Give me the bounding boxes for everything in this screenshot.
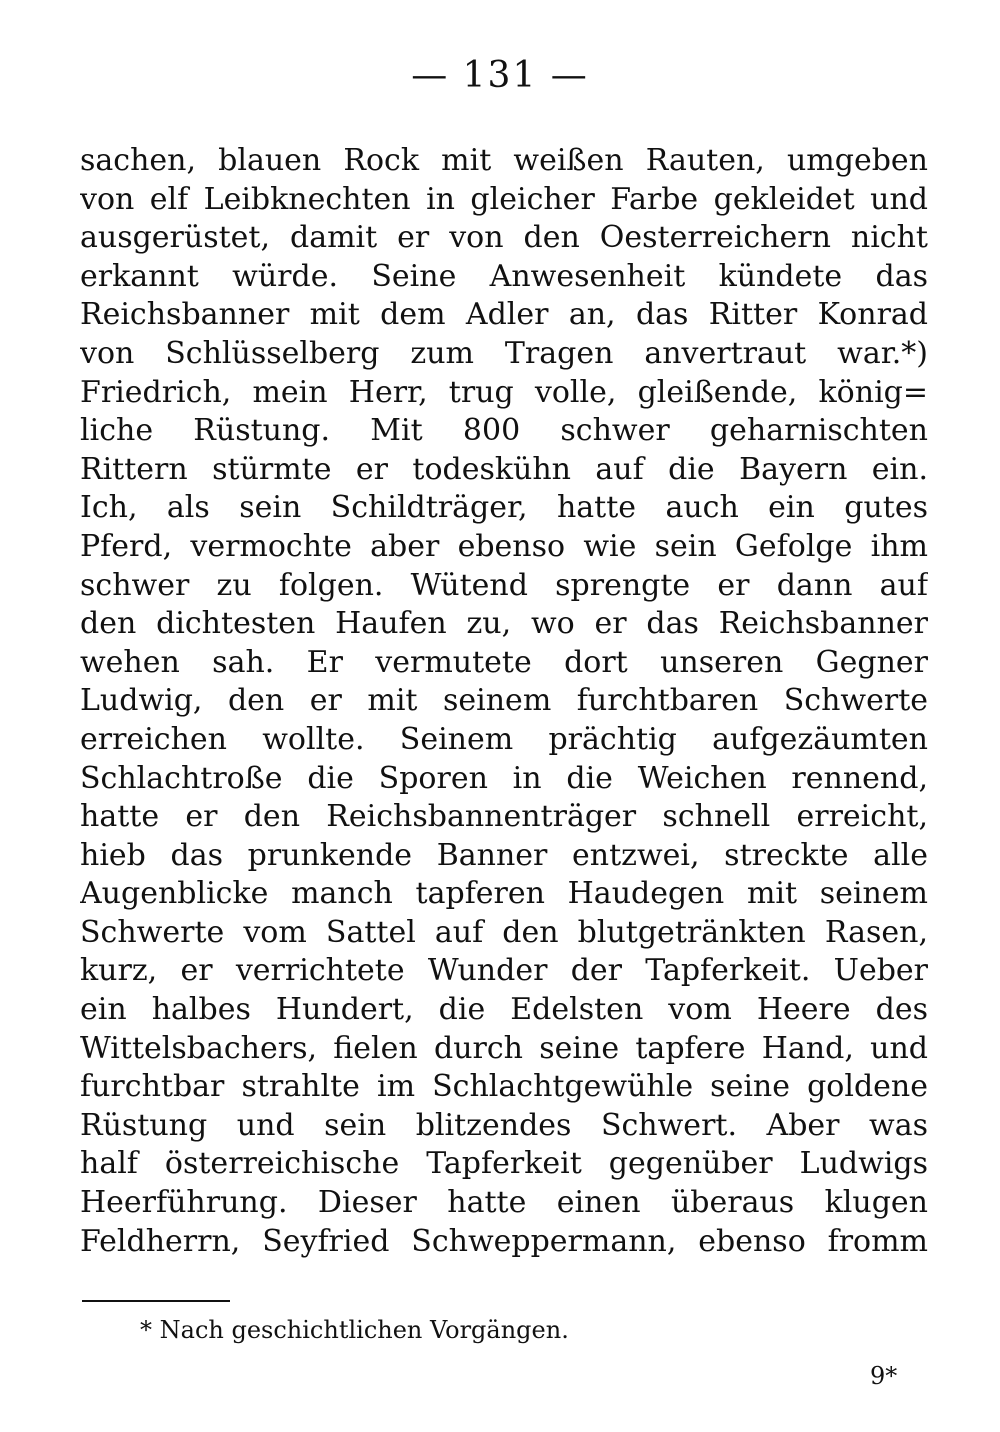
footnote-divider bbox=[82, 1300, 230, 1302]
text-line: ein halbes Hundert, die Edelsten vom Heere des bbox=[80, 992, 928, 1028]
text-line: wehen sah. Er vermutete dort unseren Gegner bbox=[80, 644, 928, 680]
text-line: Ich, als sein Schildträger, hatte auch ein gutes bbox=[80, 490, 928, 526]
text-line: den dichtesten Haufen zu, wo er das Reichsbanner bbox=[80, 606, 928, 642]
page-number: — 131 — bbox=[411, 55, 589, 96]
text-line: erreichen wollte. Seinem prächtig aufgezäumten bbox=[80, 721, 928, 757]
text-line: Heerführung. Dieser hatte einen überaus klugen bbox=[80, 1185, 928, 1221]
text-line: furchtbar strahlte im Schlachtgewühle seine goldene bbox=[80, 1069, 928, 1105]
body-text bbox=[80, 142, 928, 1261]
text-line: hieb das prunkende Banner entzwei, streckte alle bbox=[80, 837, 928, 873]
text-line: von elf Leibknechten in gleicher Farbe gekleidet und bbox=[80, 181, 928, 217]
text-line: Pferd, vermochte aber ebenso wie sein Gefolge ihm bbox=[80, 528, 928, 564]
text-line: sachen, blauen Rock mit weißen Rauten, umgeben bbox=[80, 143, 928, 178]
text-line: liche Rüstung. Mit 800 schwer geharnischten bbox=[80, 413, 928, 449]
text-line: Ludwig, den er mit seinem furchtbaren Schwerte bbox=[80, 683, 928, 719]
text-line: Friedrich, mein Herr, trug volle, gleißende, könig= bbox=[80, 374, 928, 410]
text-line: hatte er den Reichsbannenträger schnell erreicht, bbox=[80, 799, 928, 835]
text-line: von Schlüsselberg zum Tragen anvertraut war.*) bbox=[80, 335, 928, 371]
text-line: Rittern stürmte er todeskühn auf die Bayern ein. bbox=[80, 451, 928, 487]
text-line: Wittelsbachers, fielen durch seine tapfere Hand, und bbox=[80, 1030, 928, 1066]
text-line: half österreichische Tapferkeit gegenüber Ludwigs bbox=[80, 1146, 928, 1182]
text-line: Rüstung und sein blitzendes Schwert. Aber was bbox=[80, 1107, 928, 1143]
text-line: Reichsbanner mit dem Adler an, das Ritter Konrad bbox=[80, 297, 928, 333]
footnote: * Nach geschichtlichen Vorgängen. bbox=[140, 1316, 569, 1344]
text-line: ausgerüstet, damit er von den Oesterreichern nicht bbox=[80, 220, 928, 256]
text-line: Augenblicke manch tapferen Haudegen mit seinem bbox=[80, 876, 928, 912]
text-line: erkannt würde. Seine Anwesenheit kündete das bbox=[80, 258, 928, 294]
text-line: Feldherrn, Seyfried Schweppermann, ebenso fromm bbox=[80, 1223, 928, 1259]
text-line: kurz, er verrichtete Wunder der Tapferkeit. Ueber bbox=[80, 953, 928, 989]
text-line: schwer zu folgen. Wütend sprengte er dann auf bbox=[80, 567, 928, 603]
text-line: Schlachtroße die Sporen in die Weichen rennend, bbox=[80, 760, 928, 796]
signature-mark: 9* bbox=[870, 1362, 898, 1390]
text-line: Schwerte vom Sattel auf den blutgetränkten Rasen, bbox=[80, 914, 928, 950]
